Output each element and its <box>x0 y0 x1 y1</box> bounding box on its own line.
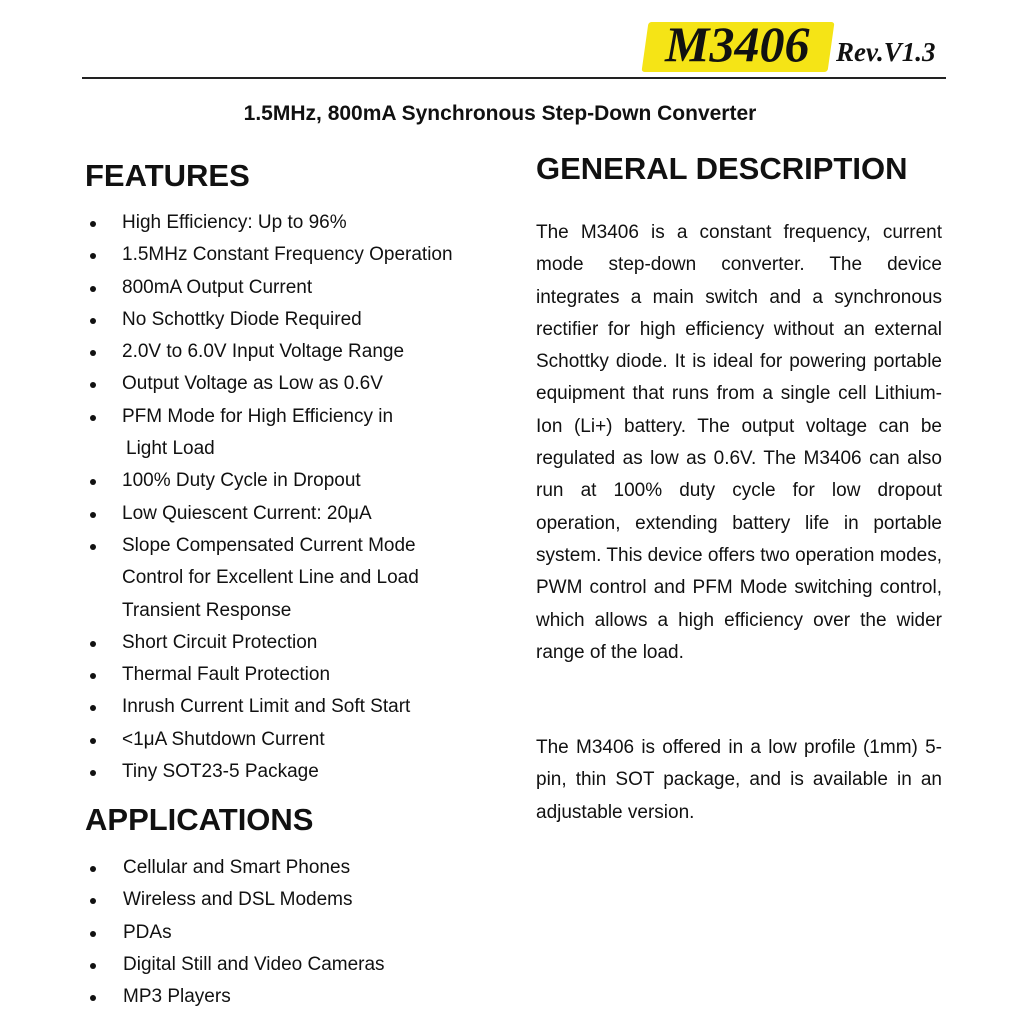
feature-item <box>85 756 505 788</box>
feature-item-text: Tiny SOT23-5 Package <box>122 761 319 783</box>
features-heading: FEATURES <box>85 158 250 193</box>
part-number: M3406 <box>665 16 810 72</box>
feature-item-text: Light Load <box>126 438 215 460</box>
feature-item-text: 800mA Output Current <box>122 276 313 298</box>
feature-item <box>85 498 505 530</box>
feature-item-text: Output Voltage as Low as 0.6V <box>122 373 383 395</box>
document-header <box>0 0 1024 80</box>
applications-heading: APPLICATIONS <box>85 802 314 837</box>
feature-item <box>85 239 505 271</box>
feature-item <box>85 530 505 627</box>
document-subtitle: 1.5MHz, 800mA Synchronous Step-Down Converter <box>243 102 757 125</box>
feature-item-text: Short Circuit Protection <box>122 631 318 653</box>
feature-item-text: No Schottky Diode Required <box>122 308 362 330</box>
revision-label: Rev.V1.3 <box>836 37 936 67</box>
feature-item-text: Slope Compensated Current Mode <box>122 534 416 556</box>
feature-item-text: Thermal Fault Protection <box>122 664 331 686</box>
description-paragraph: The M3406 is a constant frequency, current mode step-down converter. The device integrates a main switch and a synchronous rectifier for high efficiency without an external Schottky diode. It is ideal for powering portable equipment that runs from a single cell Lithium-Ion (Li+) battery. The output voltage can be regulated as low as 0.6V. The M3406 can also run at 100% duty cycle for low dropout operation, extending battery life in portable system. This device offers two operation modes, PWM control and PFM Mode switching control, which allows a high efficiency over the wider range of the load. <box>536 222 942 663</box>
features-list <box>85 207 505 788</box>
feature-item-text: Low Quiescent Current: 20μA <box>122 502 372 524</box>
feature-item <box>85 659 505 691</box>
application-item: Wireless and DSL Modems <box>85 884 505 916</box>
application-item: Digital Still and Video Cameras <box>85 949 505 981</box>
feature-item <box>85 627 505 659</box>
feature-item <box>85 691 505 723</box>
application-item: PDAs <box>85 917 505 949</box>
applications-list <box>85 852 505 1013</box>
feature-item <box>85 304 505 336</box>
feature-item-text: PFM Mode for High Efficiency in <box>122 405 394 427</box>
feature-item <box>85 336 505 368</box>
feature-item-text: Inrush Current Limit and Soft Start <box>122 696 411 718</box>
general-description-heading: GENERAL DESCRIPTION <box>536 151 908 186</box>
feature-item <box>85 465 505 497</box>
feature-item-text: <1μA Shutdown Current <box>122 728 325 750</box>
application-item: Cellular and Smart Phones <box>85 852 505 884</box>
feature-item-text: 1.5MHz Constant Frequency Operation <box>122 244 453 266</box>
feature-item-text: 100% Duty Cycle in Dropout <box>122 470 361 492</box>
feature-item <box>85 724 505 756</box>
feature-item <box>85 401 505 466</box>
header-rule <box>82 77 946 79</box>
feature-item <box>85 207 505 239</box>
application-item: MP3 Players <box>85 981 505 1013</box>
description-paragraph: The M3406 is offered in a low profile (1mm) 5-pin, thin SOT package, and is available in an adjustable version. <box>536 737 942 823</box>
feature-item-text: Control for Excellent Line and Load <box>122 567 419 589</box>
feature-item <box>85 368 505 400</box>
feature-item <box>85 272 505 304</box>
feature-item-text: High Efficiency: Up to 96% <box>122 212 347 233</box>
feature-item-text: 2.0V to 6.0V Input Voltage Range <box>122 341 405 363</box>
feature-item-text: Transient Response <box>122 599 292 621</box>
